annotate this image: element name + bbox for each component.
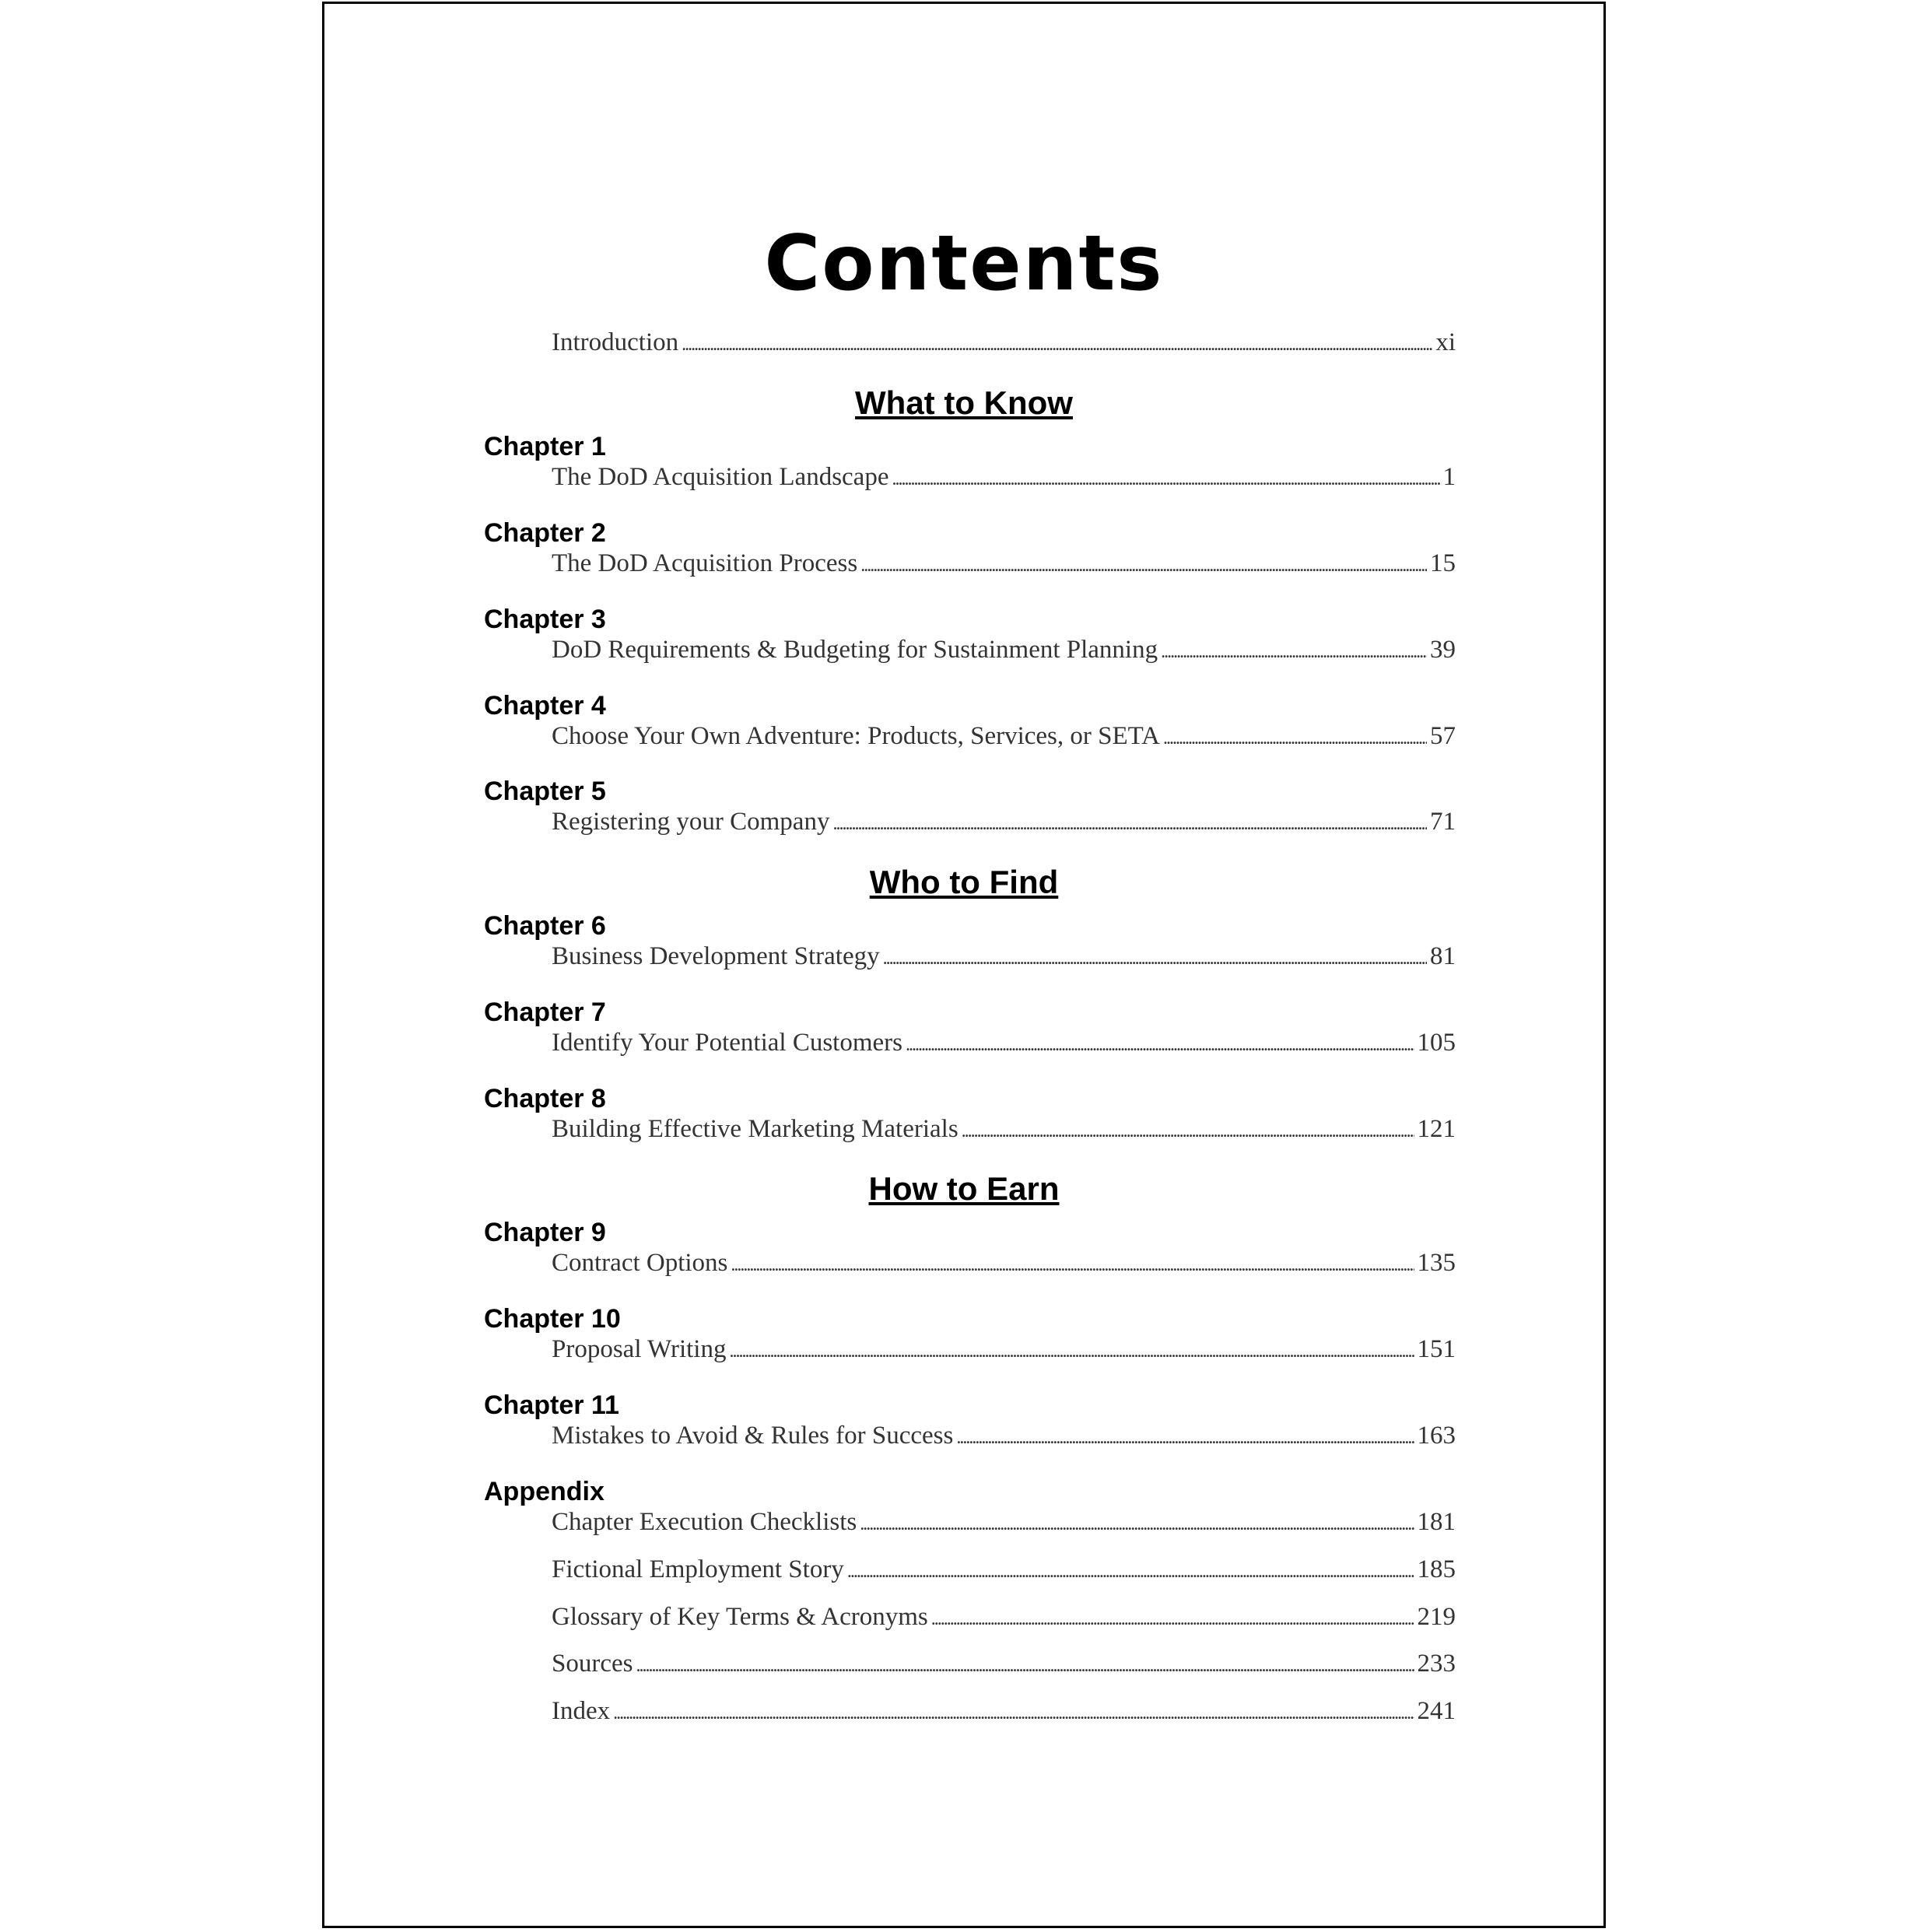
toc-entry-appendix-4 xyxy=(552,1650,1456,1685)
chapter-label: Chapter 10 xyxy=(484,1304,621,1334)
chapter-label: Chapter 9 xyxy=(484,1218,606,1247)
toc-entry-appendix-5 xyxy=(552,1697,1456,1733)
chapter-label: Chapter 4 xyxy=(484,691,606,721)
chapter-label: Chapter 1 xyxy=(484,432,606,461)
toc-entry-appendix-2 xyxy=(552,1555,1456,1591)
entry-title: The DoD Acquisition Landscape xyxy=(552,463,889,491)
entry-title: Introduction xyxy=(552,328,679,356)
entry-page: 121 xyxy=(1417,1115,1456,1143)
entry-title: Business Development Strategy xyxy=(552,942,880,970)
dot-leader xyxy=(731,1249,1414,1278)
section-heading-who-to-find: Who to Find xyxy=(869,864,1059,900)
entry-page: 181 xyxy=(1417,1508,1456,1536)
entry-page: 15 xyxy=(1430,549,1456,577)
dot-leader xyxy=(892,463,1439,492)
chapter-label: Chapter 2 xyxy=(484,518,606,548)
dot-leader xyxy=(906,1029,1414,1057)
dot-leader xyxy=(832,808,1427,836)
entry-page: 81 xyxy=(1430,942,1456,970)
dot-leader xyxy=(1163,722,1427,751)
dot-leader xyxy=(962,1115,1414,1144)
entry-title: The DoD Acquisition Process xyxy=(552,549,858,577)
toc-entry-chapter-4 xyxy=(552,722,1456,758)
toc-entry-chapter-11 xyxy=(552,1422,1456,1457)
toc-entry-appendix-3 xyxy=(552,1603,1456,1639)
entry-title: Mistakes to Avoid & Rules for Success xyxy=(552,1422,954,1450)
entry-page: 233 xyxy=(1417,1650,1456,1678)
entry-page: 219 xyxy=(1417,1603,1456,1631)
entry-title: Chapter Execution Checklists xyxy=(552,1508,857,1536)
entry-page: 1 xyxy=(1442,463,1456,491)
toc-entry-chapter-9 xyxy=(552,1249,1456,1285)
dot-leader xyxy=(636,1650,1414,1678)
dot-leader xyxy=(682,328,1432,357)
dot-leader xyxy=(931,1603,1414,1632)
entry-page: 105 xyxy=(1417,1029,1456,1057)
toc-entry-chapter-2 xyxy=(552,549,1456,585)
entry-title: Sources xyxy=(552,1650,633,1678)
chapter-label: Chapter 7 xyxy=(484,998,606,1027)
appendix-label: Appendix xyxy=(484,1477,605,1506)
chapter-label: Chapter 6 xyxy=(484,911,606,941)
chapter-label: Chapter 5 xyxy=(484,777,606,806)
toc-entry-chapter-10 xyxy=(552,1335,1456,1371)
entry-page: 185 xyxy=(1417,1555,1456,1583)
entry-page: 241 xyxy=(1417,1697,1456,1725)
entry-page: 151 xyxy=(1417,1335,1456,1363)
dot-leader xyxy=(729,1335,1414,1364)
toc-entry-chapter-6 xyxy=(552,942,1456,978)
section-heading-how-to-earn: How to Earn xyxy=(868,1170,1060,1207)
entry-title: Registering your Company xyxy=(552,808,830,836)
dot-leader xyxy=(860,549,1427,578)
toc-entry-appendix-1 xyxy=(552,1508,1456,1544)
entry-title: Identify Your Potential Customers xyxy=(552,1029,902,1057)
book-page xyxy=(322,2,1606,1928)
entry-page: 163 xyxy=(1417,1422,1456,1450)
dot-leader xyxy=(883,942,1427,971)
entry-title: Choose Your Own Adventure: Products, Services, or SETA xyxy=(552,722,1160,750)
page-title: Contents xyxy=(764,219,1164,308)
chapter-label: Chapter 11 xyxy=(484,1390,619,1420)
dot-leader xyxy=(613,1697,1414,1726)
dot-leader xyxy=(1161,636,1427,664)
entry-page: 57 xyxy=(1430,722,1456,750)
entry-title: Index xyxy=(552,1697,611,1725)
dot-leader xyxy=(956,1422,1414,1450)
toc-entry-introduction xyxy=(552,328,1456,364)
toc-entry-chapter-5 xyxy=(552,808,1456,843)
entry-page: 71 xyxy=(1430,808,1456,836)
entry-title: Proposal Writing xyxy=(552,1335,727,1363)
entry-title: Building Effective Marketing Materials xyxy=(552,1115,958,1143)
entry-page: 135 xyxy=(1417,1249,1456,1277)
toc-entry-chapter-3 xyxy=(552,636,1456,671)
chapter-label: Chapter 8 xyxy=(484,1084,606,1113)
entry-title: DoD Requirements & Budgeting for Sustainment Planning xyxy=(552,636,1158,664)
dot-leader xyxy=(847,1555,1414,1584)
toc-entry-chapter-7 xyxy=(552,1029,1456,1064)
toc-entry-chapter-8 xyxy=(552,1115,1456,1151)
dot-leader xyxy=(860,1508,1414,1537)
entry-page: xi xyxy=(1435,328,1456,356)
entry-title: Glossary of Key Terms & Acronyms xyxy=(552,1603,928,1631)
section-heading-what-to-know: What to Know xyxy=(855,384,1073,421)
entry-title: Fictional Employment Story xyxy=(552,1555,844,1583)
entry-title: Contract Options xyxy=(552,1249,728,1277)
toc-entry-chapter-1 xyxy=(552,463,1456,499)
entry-page: 39 xyxy=(1430,636,1456,664)
chapter-label: Chapter 3 xyxy=(484,605,606,634)
